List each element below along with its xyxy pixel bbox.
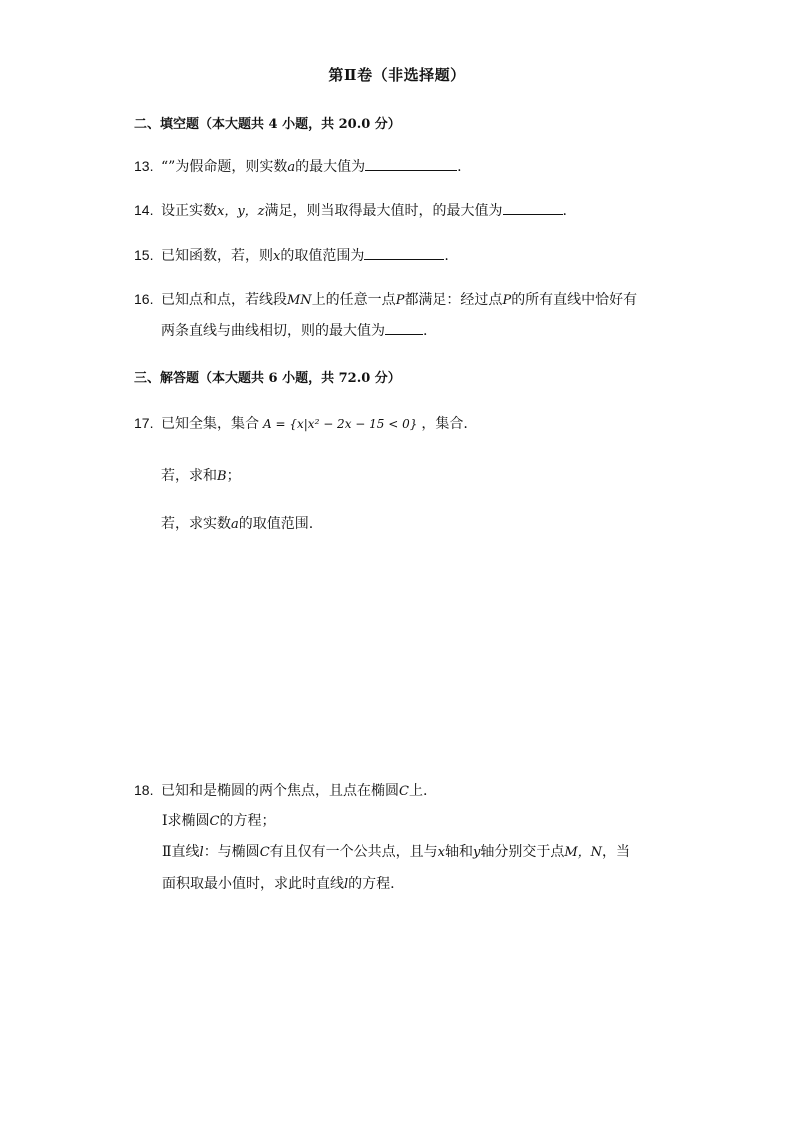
- question-text: 已知全集，集合: [161, 416, 259, 432]
- question-text: 若，求实数: [161, 516, 231, 532]
- question-text: 的最大值为: [295, 159, 366, 175]
- math-variable: x: [273, 249, 281, 264]
- question-text: 已知点和点，若线段: [161, 292, 287, 308]
- math-variable: x: [437, 845, 445, 860]
- question-text: ，当: [602, 844, 631, 860]
- question-end: .: [444, 248, 449, 264]
- math-variable: C: [259, 845, 270, 860]
- question-number: 15.: [134, 247, 154, 263]
- question-text: 的方程；: [219, 813, 276, 829]
- question-text: 上的任意一点: [311, 292, 396, 308]
- question-text: 设正实数: [161, 203, 217, 219]
- question-text: 两条直线与曲线相切，则的最大值为: [161, 323, 385, 339]
- math-variable: P: [395, 293, 405, 308]
- math-variable: y: [472, 845, 481, 860]
- question-number: 16.: [134, 291, 154, 307]
- question-15: [134, 245, 449, 267]
- question-text: 满足，则当取得最大值时，的最大值为: [264, 203, 503, 219]
- question-end: .: [457, 159, 462, 175]
- math-variable: B: [217, 469, 227, 484]
- question-text: 上.: [408, 783, 428, 799]
- question-text: 已知函数，若，则: [161, 248, 273, 264]
- question-number: 14.: [134, 202, 154, 218]
- question-text: 有且仅有一个公共点，且与: [269, 844, 438, 860]
- question-18-part-1: [162, 811, 275, 832]
- question-number: 18.: [134, 782, 154, 798]
- math-variable: x，y，z: [217, 204, 265, 219]
- question-end: .: [423, 323, 428, 339]
- question-text: Ⅱ直线: [162, 844, 200, 860]
- math-variable: l: [344, 877, 349, 892]
- question-text: ；: [226, 468, 241, 484]
- question-number: 17.: [134, 415, 154, 431]
- section-answer-header: 三、解答题（本大题共 6 小题，共 72.0 分）: [134, 371, 401, 386]
- question-18: [134, 780, 427, 802]
- math-variable: M，N: [564, 845, 603, 860]
- math-variable: a: [287, 160, 296, 175]
- question-text: “”为假命题，则实数: [161, 159, 288, 175]
- question-text: 的方程.: [348, 876, 395, 892]
- question-text: ，集合.: [421, 416, 468, 432]
- question-text: 的所有直线中恰好有: [511, 292, 638, 308]
- math-variable: P: [502, 293, 512, 308]
- question-text: 的取值范围为: [280, 248, 365, 264]
- math-variable: C: [399, 784, 409, 799]
- answer-blank[interactable]: [503, 200, 563, 215]
- question-text: 的取值范围.: [238, 516, 314, 532]
- question-13: [134, 156, 462, 178]
- exam-part-title: 第Ⅱ卷（非选择题）: [328, 66, 466, 84]
- question-text: 已知和是椭圆的两个焦点，且点在椭圆: [161, 783, 399, 799]
- question-text: 若，求和: [161, 468, 217, 484]
- answer-blank[interactable]: [365, 156, 457, 171]
- question-text: ：与椭圆: [203, 844, 260, 860]
- question-17: [134, 413, 468, 434]
- answer-blank[interactable]: [364, 245, 444, 260]
- question-text: Ⅰ求椭圆: [162, 813, 210, 829]
- question-17-part-1: [161, 466, 241, 487]
- question-text: 轴分别交于点: [480, 844, 565, 860]
- math-variable: l: [199, 845, 204, 860]
- question-18-part-2-line-2: [162, 874, 395, 895]
- question-18-part-2: [162, 842, 630, 863]
- question-text: 面积取最小值时，求此时直线: [162, 876, 344, 892]
- set-formula: A = {x|x² − 2x − 15 < 0}: [263, 417, 418, 431]
- math-variable: MN: [287, 293, 312, 308]
- answer-blank[interactable]: [385, 320, 423, 335]
- math-variable: C: [209, 814, 220, 829]
- math-variable: a: [231, 517, 239, 532]
- question-14: [134, 200, 567, 222]
- question-16-line-2: [161, 320, 427, 341]
- section-fill-in-header: 二、填空题（本大题共 4 小题，共 20.0 分）: [134, 117, 401, 132]
- question-end: .: [562, 203, 567, 219]
- question-text: 都满足：经过点: [404, 292, 503, 308]
- question-number: 13.: [134, 158, 154, 174]
- question-16: [134, 289, 637, 311]
- question-17-part-2: [161, 514, 313, 535]
- question-text: 轴和: [444, 844, 473, 860]
